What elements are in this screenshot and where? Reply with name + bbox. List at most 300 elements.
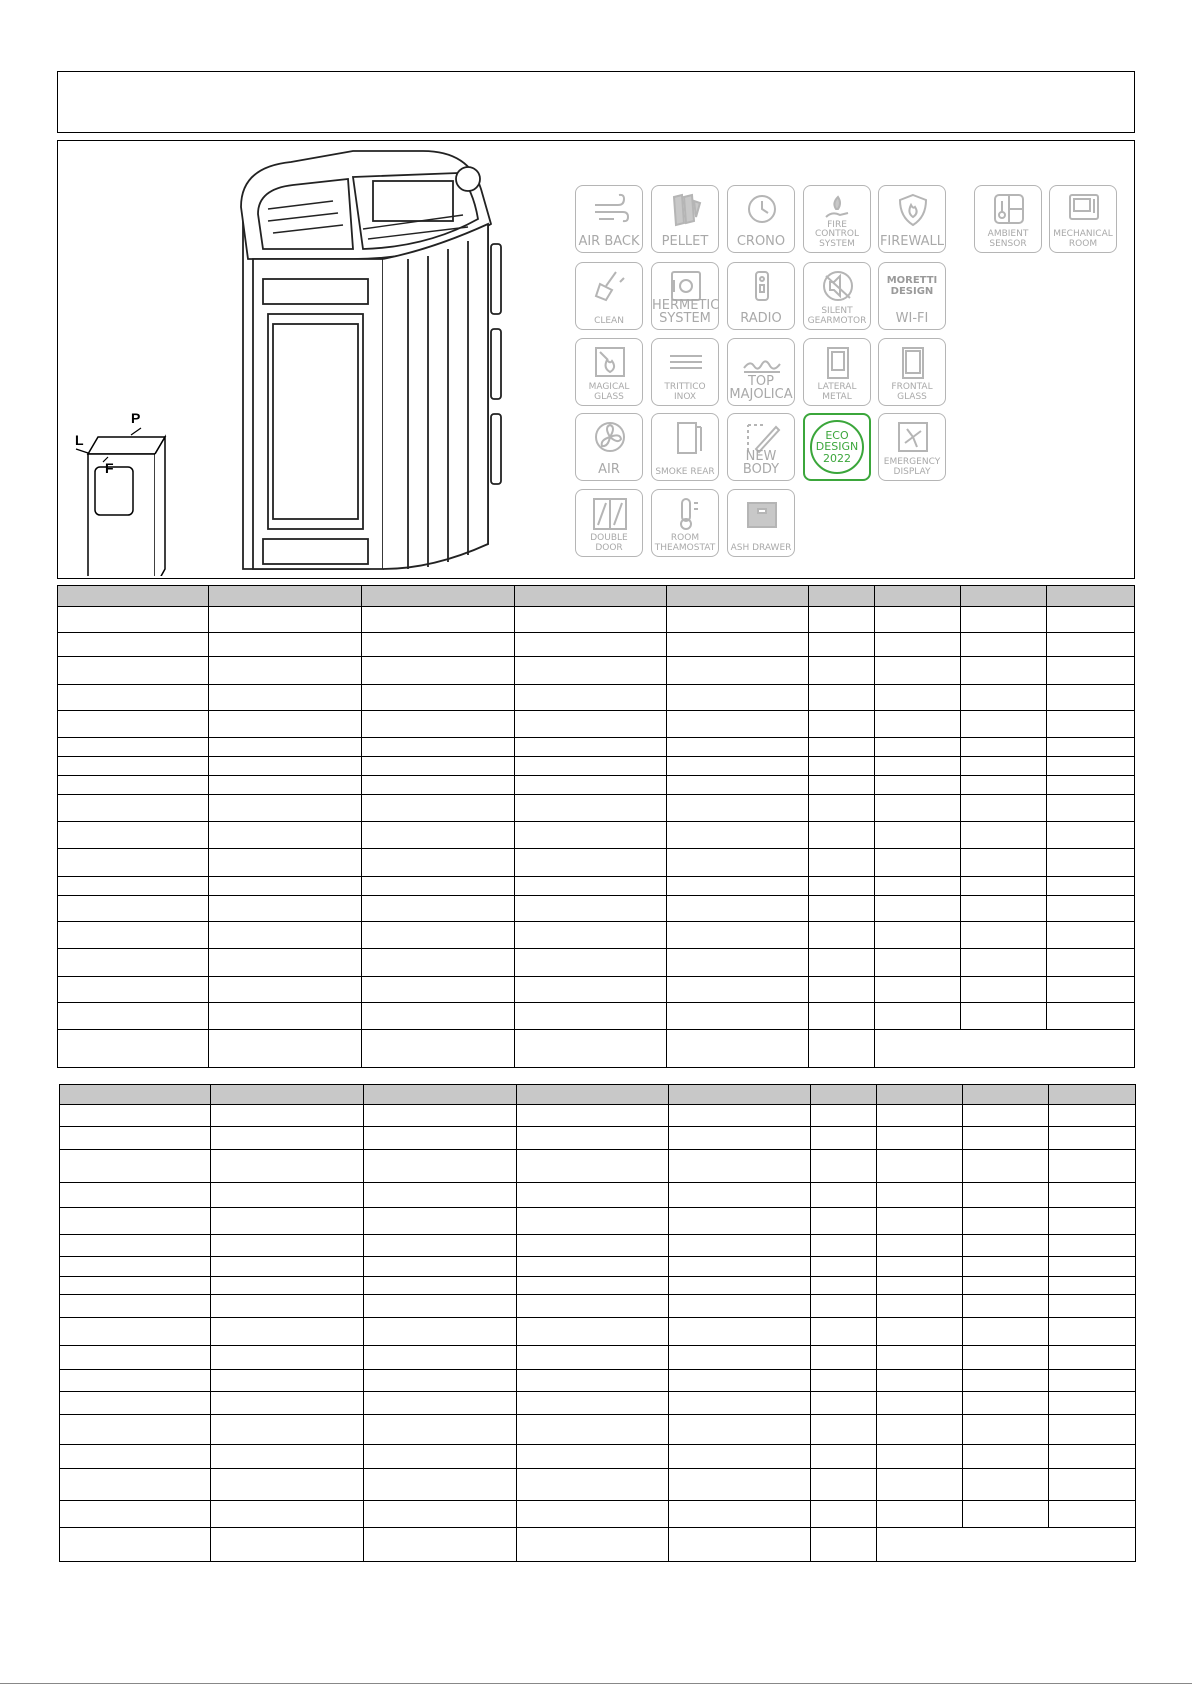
table-row [60, 1318, 1136, 1346]
table-cell [362, 738, 515, 757]
table-cell [362, 977, 515, 1003]
table-cell [60, 1346, 211, 1370]
table-cell [875, 633, 961, 657]
table-row [60, 1295, 1136, 1318]
table-cell [669, 1208, 811, 1235]
table-cell [811, 1235, 877, 1257]
table-header-cell [362, 586, 515, 607]
feature-label: ASH DRAWER [730, 542, 792, 553]
table-cell [877, 1295, 963, 1318]
table-cell [667, 1030, 809, 1068]
table-row [58, 657, 1135, 685]
table-cell [961, 877, 1047, 896]
table-row [58, 877, 1135, 896]
table-cell [362, 1030, 515, 1068]
feature-label: SMOKE REAR [655, 466, 715, 477]
table-cell [515, 795, 667, 822]
mute-icon [818, 270, 858, 304]
table-cell [362, 757, 515, 776]
table-cell [1049, 1235, 1136, 1257]
table-cell [58, 776, 209, 795]
table-cell [811, 1415, 877, 1445]
table-cell [209, 607, 362, 633]
feature-label: RADIO [740, 311, 782, 327]
table-cell [362, 685, 515, 711]
feature-clean [575, 262, 643, 330]
title-box [57, 71, 1135, 133]
table-cell [809, 795, 875, 822]
table-cell [669, 1105, 811, 1127]
table-cell [515, 738, 667, 757]
table-cell [60, 1318, 211, 1346]
table-cell [1047, 738, 1135, 757]
table-cell [515, 757, 667, 776]
table-cell [1047, 757, 1135, 776]
table-cell [809, 1030, 875, 1068]
table-cell [809, 711, 875, 738]
table-cell [809, 776, 875, 795]
page-bottom-rule [0, 1683, 1192, 1684]
table-header-cell [209, 586, 362, 607]
table-cell [809, 822, 875, 849]
table-cell [209, 795, 362, 822]
table-cell [515, 657, 667, 685]
spec-table-2 [59, 1084, 1136, 1562]
table-header-cell [809, 586, 875, 607]
thermometer-panel-icon [989, 193, 1029, 227]
feature-double-door [575, 489, 643, 557]
spec-table-1 [57, 585, 1135, 1068]
table-cell [517, 1183, 669, 1208]
table-row [60, 1208, 1136, 1235]
table-cell [669, 1318, 811, 1346]
feature-crono [727, 185, 795, 253]
table-cell [669, 1370, 811, 1392]
table-cell [963, 1150, 1049, 1183]
table-cell [1049, 1208, 1136, 1235]
table-cell [364, 1346, 517, 1370]
feature-label: CLEAN [594, 315, 624, 326]
table-cell [515, 1003, 667, 1030]
table-cell [961, 633, 1047, 657]
feature-ambient-sensor [974, 185, 1042, 253]
table-cell [963, 1127, 1049, 1150]
table-cell [877, 1127, 963, 1150]
table-cell [669, 1528, 811, 1562]
table-cell [961, 949, 1047, 977]
table-cell [58, 896, 209, 922]
table-row [60, 1528, 1136, 1562]
table-cell [963, 1501, 1049, 1528]
table-cell [875, 822, 961, 849]
table-cell [1047, 822, 1135, 849]
table-cell [1049, 1183, 1136, 1208]
table-cell [1049, 1105, 1136, 1127]
table-cell [364, 1392, 517, 1415]
table-cell [669, 1183, 811, 1208]
table-cell [961, 795, 1047, 822]
table-cell [58, 922, 209, 949]
table-cell [209, 849, 362, 877]
table-cell [667, 896, 809, 922]
table-cell [809, 922, 875, 949]
feature-air-back [575, 185, 643, 253]
table-cell [211, 1501, 364, 1528]
feature-magical-glass [575, 338, 643, 406]
table-cell [809, 1003, 875, 1030]
table-cell [58, 849, 209, 877]
table-cell [515, 1030, 667, 1068]
table-cell [515, 685, 667, 711]
glass-flame-icon [590, 346, 630, 380]
table-cell [809, 633, 875, 657]
table-cell [60, 1150, 211, 1183]
table-cell [669, 1295, 811, 1318]
table-cell [364, 1150, 517, 1183]
feature-label: NEW BODY [742, 448, 780, 478]
table-header-cell [60, 1085, 211, 1105]
table-cell [58, 711, 209, 738]
table-header-cell [877, 1085, 963, 1105]
table-cell [58, 795, 209, 822]
table-cell [809, 657, 875, 685]
feature-label: FIRE CONTROL SYSTEM [815, 219, 859, 249]
table-cell [60, 1501, 211, 1528]
table-cell [364, 1370, 517, 1392]
feature-frontal-glass [878, 338, 946, 406]
table-cell [877, 1277, 963, 1295]
table-cell [961, 757, 1047, 776]
table-cell [515, 896, 667, 922]
table-cell [667, 757, 809, 776]
table-cell [211, 1528, 364, 1562]
table-cell [875, 896, 961, 922]
table-cell [58, 657, 209, 685]
feature-label: PELLET [661, 234, 709, 250]
table-cell [364, 1183, 517, 1208]
table-cell [811, 1105, 877, 1127]
table-cell [877, 1501, 963, 1528]
table-cell [58, 949, 209, 977]
table-cell [667, 738, 809, 757]
table-cell [515, 607, 667, 633]
broken-screen-icon [893, 421, 933, 455]
table-cell [877, 1469, 963, 1501]
table-cell [667, 711, 809, 738]
table-cell [60, 1392, 211, 1415]
table-cell [515, 849, 667, 877]
table-row [58, 822, 1135, 849]
table-cell [364, 1105, 517, 1127]
table-cell [811, 1183, 877, 1208]
feature-label: HERMETIC SYSTEM [652, 297, 720, 327]
table-cell [667, 977, 809, 1003]
table-cell [517, 1127, 669, 1150]
table-cell [211, 1415, 364, 1445]
table-cell [811, 1150, 877, 1183]
feature-label: EMERGENCY DISPLAY [883, 457, 941, 477]
table-cell [517, 1469, 669, 1501]
table-cell [515, 922, 667, 949]
wind-icon [590, 193, 630, 227]
table-cell [209, 685, 362, 711]
table-row [60, 1370, 1136, 1392]
table-row [60, 1257, 1136, 1277]
table-row [58, 922, 1135, 949]
table-cell [515, 776, 667, 795]
table-header-cell [515, 586, 667, 607]
table-cell [60, 1277, 211, 1295]
table-cell [362, 657, 515, 685]
spec-table-2-body [60, 1085, 1136, 1562]
table-cell [877, 1528, 1136, 1562]
table-row [60, 1183, 1136, 1208]
table-cell [1047, 795, 1135, 822]
table-cell [811, 1257, 877, 1277]
table-row [58, 949, 1135, 977]
moretti-logo-icon: MORETTI DESIGN [886, 275, 938, 297]
feature-label: MECHANICAL ROOM [1053, 229, 1113, 249]
table-cell [811, 1370, 877, 1392]
table-header-cell [364, 1085, 517, 1105]
table-cell [1049, 1295, 1136, 1318]
table-cell [517, 1105, 669, 1127]
table-cell [517, 1208, 669, 1235]
table-cell [877, 1105, 963, 1127]
table-cell [811, 1346, 877, 1370]
table-cell [669, 1150, 811, 1183]
table-cell [211, 1150, 364, 1183]
table-cell [362, 633, 515, 657]
table-cell [669, 1415, 811, 1445]
table-cell [58, 877, 209, 896]
table-cell [811, 1501, 877, 1528]
table-cell [963, 1208, 1049, 1235]
width-label: L [75, 432, 84, 448]
table-header-cell [1047, 586, 1135, 607]
table-cell [961, 1003, 1047, 1030]
table-cell [1049, 1127, 1136, 1150]
table-cell [517, 1528, 669, 1562]
table-cell [961, 977, 1047, 1003]
table-cell [963, 1277, 1049, 1295]
table-cell [60, 1127, 211, 1150]
depth-label: P [131, 410, 141, 426]
table-row [58, 757, 1135, 776]
feature-label: SILENT GEARMOTOR [807, 306, 867, 326]
table-cell [209, 711, 362, 738]
table-cell [963, 1257, 1049, 1277]
table-cell [811, 1208, 877, 1235]
table-row [58, 1030, 1135, 1068]
table-cell [211, 1183, 364, 1208]
table-cell [517, 1370, 669, 1392]
table-cell [961, 738, 1047, 757]
feature-room-thermostat [651, 489, 719, 557]
table-cell [58, 685, 209, 711]
table-cell [669, 1501, 811, 1528]
table-cell [667, 776, 809, 795]
table-cell [515, 711, 667, 738]
feature-label: AIR BACK [578, 234, 640, 250]
eco-design-line2: DESIGN [815, 440, 859, 454]
table-header-row [60, 1085, 1136, 1105]
table-cell [811, 1528, 877, 1562]
table-cell [875, 877, 961, 896]
table-cell [1049, 1469, 1136, 1501]
table-cell [1047, 1003, 1135, 1030]
table-cell [60, 1469, 211, 1501]
eco-design-line3: 2022 [823, 451, 851, 465]
table-cell [60, 1183, 211, 1208]
table-cell [809, 757, 875, 776]
table-row [60, 1277, 1136, 1295]
table-cell [517, 1235, 669, 1257]
feature-lateral-metal [803, 338, 871, 406]
table-row [58, 633, 1135, 657]
table-header-cell [211, 1085, 364, 1105]
table-cell [877, 1150, 963, 1183]
table-row [60, 1235, 1136, 1257]
table-cell [811, 1392, 877, 1415]
table-cell [667, 685, 809, 711]
feature-label: LATERAL METAL [817, 382, 857, 402]
table-cell [517, 1150, 669, 1183]
shield-flame-icon [893, 193, 933, 227]
table-cell [362, 822, 515, 849]
table-cell [809, 977, 875, 1003]
table-cell [517, 1318, 669, 1346]
table-cell [60, 1528, 211, 1562]
table-cell [877, 1445, 963, 1469]
table-cell [364, 1235, 517, 1257]
feature-hermetic-system [651, 262, 719, 330]
table-cell [963, 1346, 1049, 1370]
feature-new-body [727, 413, 795, 481]
table-cell [1047, 633, 1135, 657]
table-cell [60, 1295, 211, 1318]
table-cell [875, 795, 961, 822]
table-cell [961, 776, 1047, 795]
table-cell [669, 1277, 811, 1295]
table-cell [1047, 849, 1135, 877]
table-cell [811, 1469, 877, 1501]
table-cell [364, 1318, 517, 1346]
table-cell [209, 776, 362, 795]
table-row [58, 711, 1135, 738]
feature-mechanical-room [1049, 185, 1117, 253]
table-cell [517, 1392, 669, 1415]
feature-wifi [878, 262, 946, 330]
table-cell [667, 657, 809, 685]
table-header-cell [667, 586, 809, 607]
table-cell [211, 1257, 364, 1277]
table-cell [364, 1277, 517, 1295]
stove-drawing [233, 149, 533, 574]
lines-icon [666, 346, 706, 380]
table-cell [811, 1445, 877, 1469]
table-cell [877, 1235, 963, 1257]
table-row [60, 1501, 1136, 1528]
table-cell [209, 1003, 362, 1030]
feature-ash-drawer [727, 489, 795, 557]
table-cell [961, 685, 1047, 711]
table-cell [877, 1318, 963, 1346]
table-cell [362, 711, 515, 738]
table-cell [669, 1235, 811, 1257]
feature-label: AMBIENT SENSOR [987, 229, 1029, 249]
table-cell [58, 1030, 209, 1068]
table-cell [1049, 1346, 1136, 1370]
table-cell [809, 949, 875, 977]
table-cell [963, 1445, 1049, 1469]
table-cell [209, 1030, 362, 1068]
table-cell [667, 633, 809, 657]
table-cell [875, 949, 961, 977]
table-cell [875, 977, 961, 1003]
table-row [58, 738, 1135, 757]
table-cell [362, 607, 515, 633]
table-cell [875, 607, 961, 633]
table-header-cell [58, 586, 209, 607]
table-cell [961, 711, 1047, 738]
table-cell [209, 977, 362, 1003]
table-cell [1049, 1415, 1136, 1445]
feature-fire-control [803, 185, 871, 253]
feature-label: MAGICAL GLASS [588, 382, 630, 402]
table-cell [364, 1208, 517, 1235]
table-row [60, 1127, 1136, 1150]
table-cell [809, 849, 875, 877]
table-row [60, 1150, 1136, 1183]
table-cell [211, 1295, 364, 1318]
table-cell [1047, 877, 1135, 896]
table-cell [877, 1415, 963, 1445]
table-cell [877, 1183, 963, 1208]
table-cell [963, 1235, 1049, 1257]
front-label: F [105, 460, 114, 476]
table-cell [667, 795, 809, 822]
table-cell [961, 607, 1047, 633]
clock-icon [742, 193, 782, 227]
stove-front-icon [893, 346, 933, 380]
table-row [60, 1445, 1136, 1469]
table-cell [209, 738, 362, 757]
feature-label: TOP MAJOLICA [729, 373, 793, 403]
table-cell [877, 1346, 963, 1370]
table-row [58, 795, 1135, 822]
feature-emergency-display [878, 413, 946, 481]
feature-label: ROOM THEAMOSTAT [654, 533, 716, 553]
table-row [60, 1392, 1136, 1415]
table-cell [669, 1469, 811, 1501]
stove-rear-icon [666, 421, 706, 455]
table-cell [1049, 1501, 1136, 1528]
table-cell [667, 822, 809, 849]
table-cell [58, 607, 209, 633]
table-cell [517, 1346, 669, 1370]
table-cell [362, 896, 515, 922]
table-cell [364, 1469, 517, 1501]
table-cell [58, 633, 209, 657]
pellet-icon [666, 193, 706, 227]
product-image-panel [57, 140, 1135, 579]
table-cell [517, 1295, 669, 1318]
table-cell [963, 1392, 1049, 1415]
feature-air [575, 413, 643, 481]
table-cell [1047, 776, 1135, 795]
table-cell [1049, 1392, 1136, 1415]
